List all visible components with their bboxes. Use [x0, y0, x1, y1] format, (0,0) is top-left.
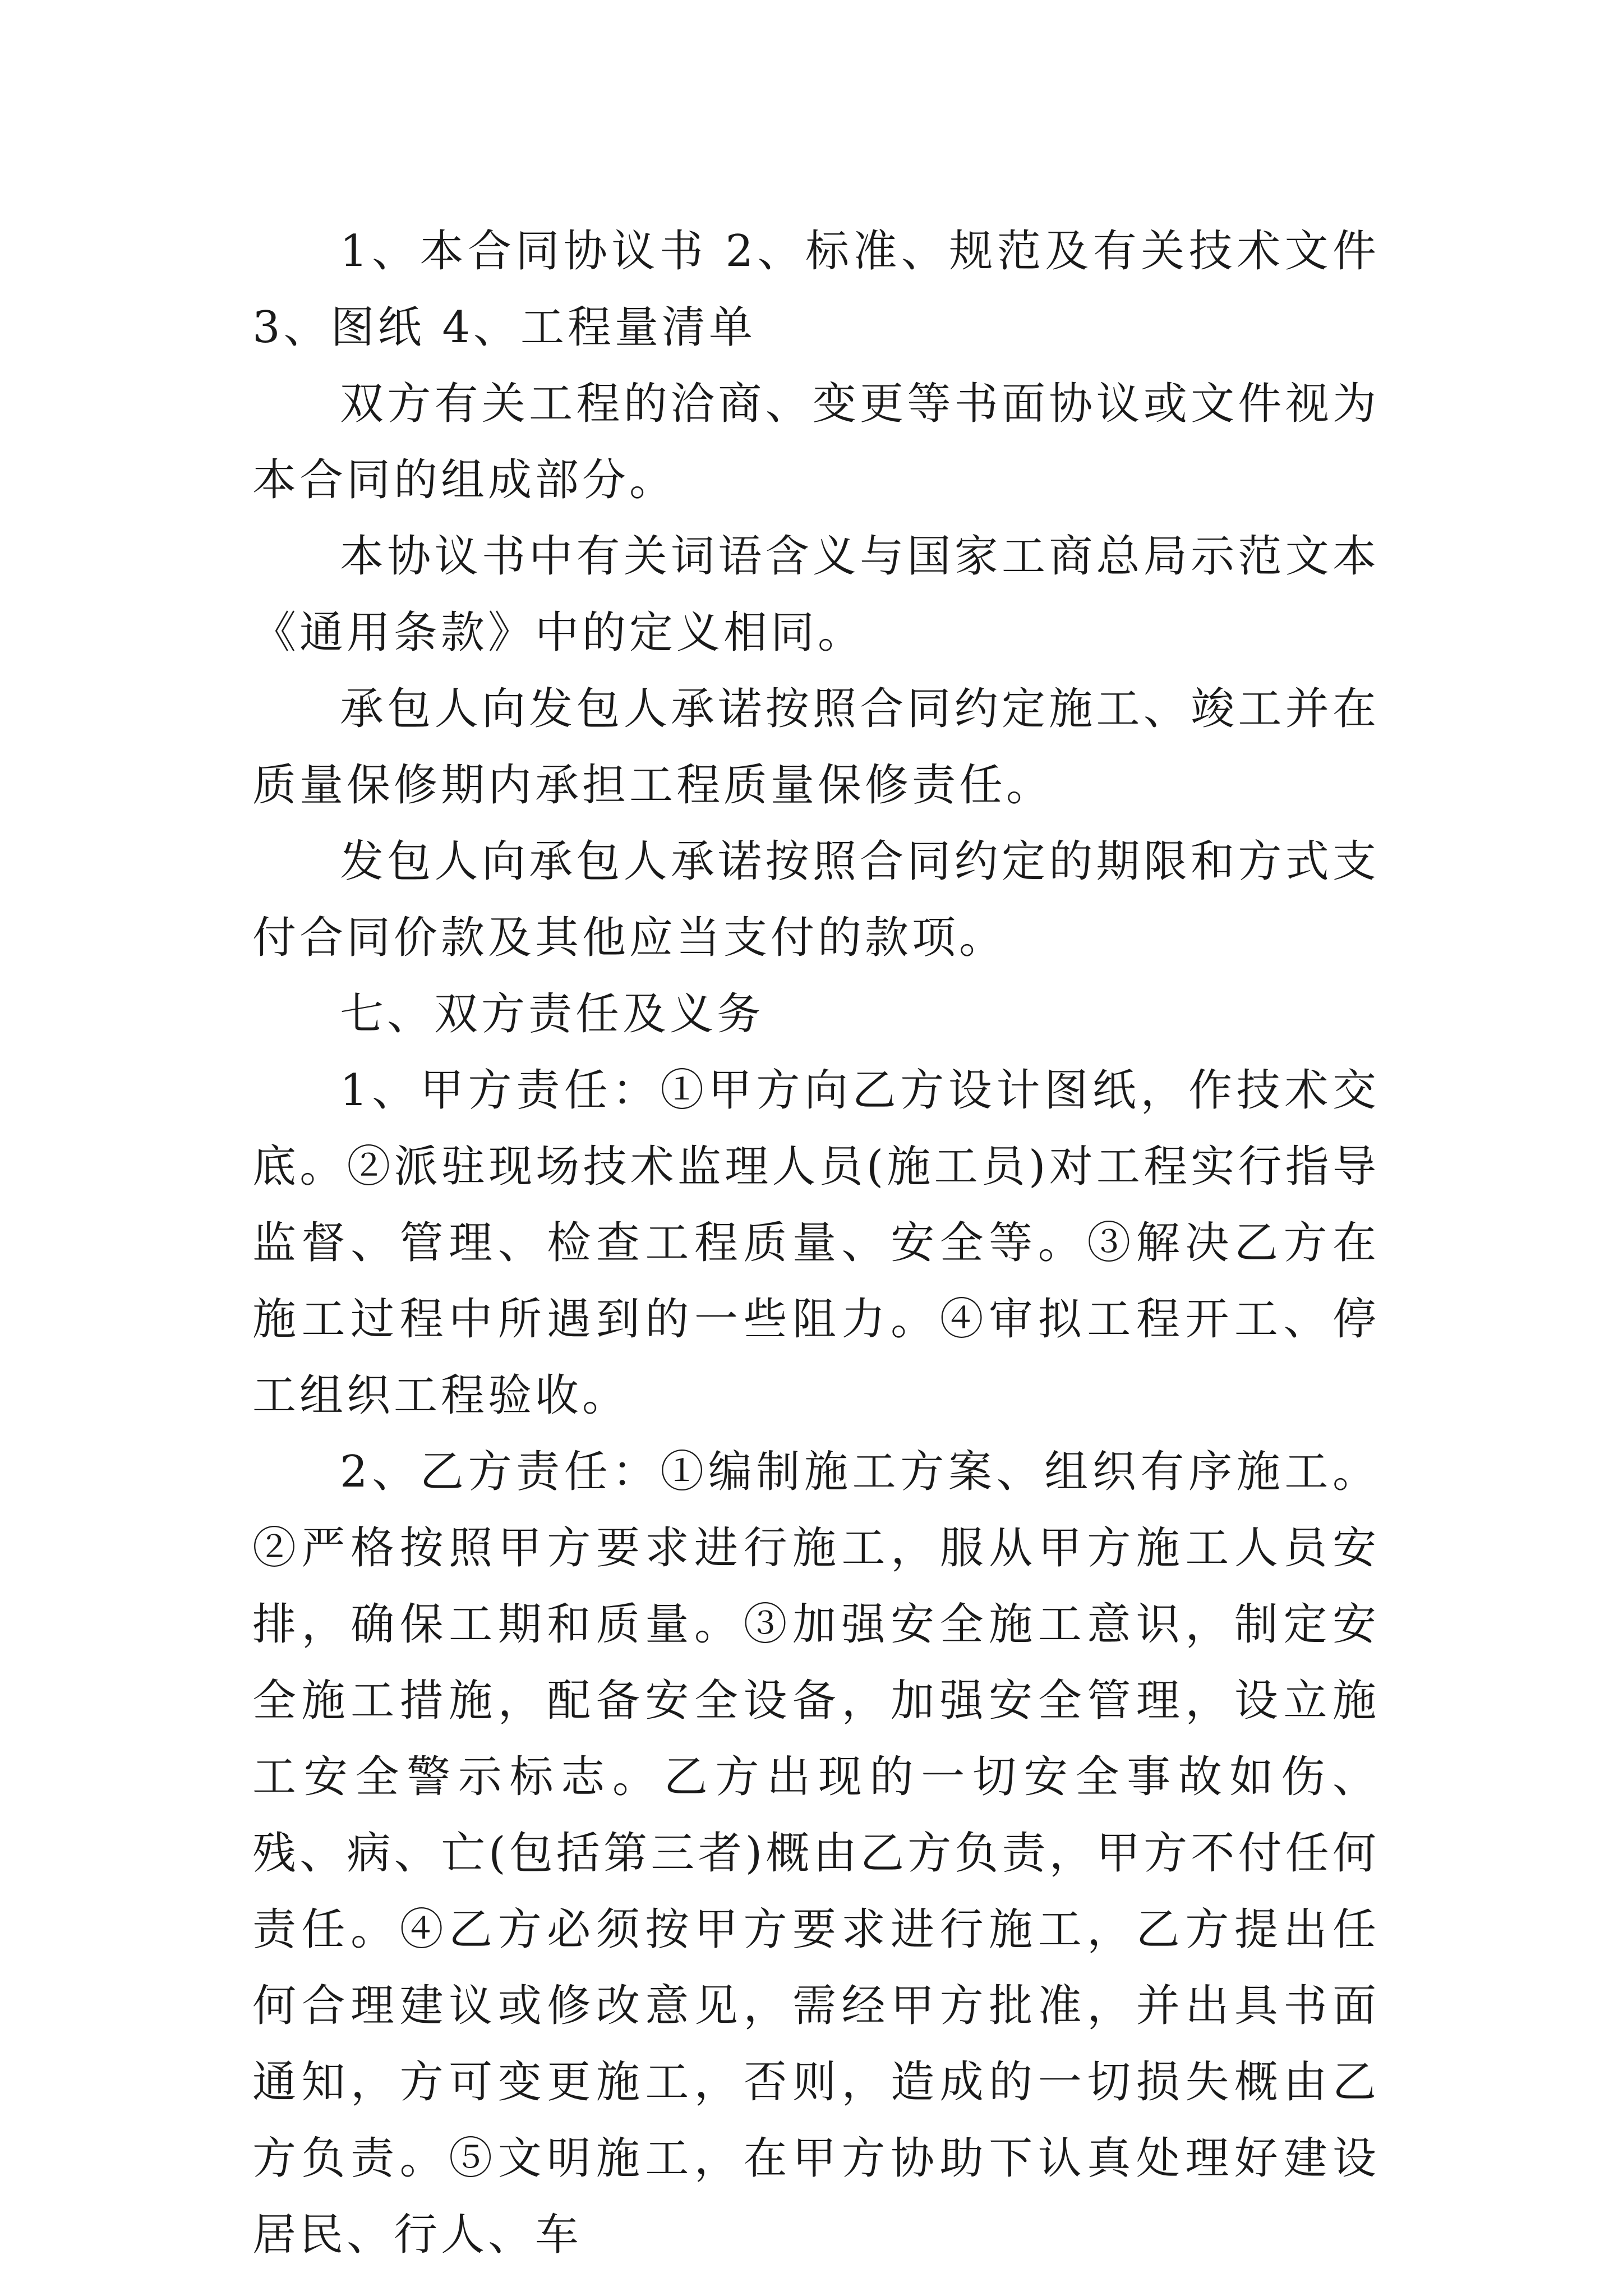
paragraph-party-b-responsibilities: 2、乙方责任：①编制施工方案、组织有序施工。②严格按照甲方要求进行施工，服从甲方施工人员安排，确保工期和质量。③加强安全施工意识，制定安全施工措施，配备安全设备，加强安全管理，设立施工安全警示标志。乙方出现的一切安全事故如伤、残、病、亡(包括第三者)概由乙方负责，甲方不付任何责任。④乙方必须按甲方要求进行施工，乙方提出任何合理建议或修改意见，需经甲方批准，并出具书面通知，方可变更施工，否则，造成的一切损失概由乙方负责。⑤文明施工，在甲方协助下认真处理好建设居民、行人、车	[252, 1447, 1380, 2260]
paragraph-party-a-responsibilities: 1、甲方责任：①甲方向乙方设计图纸，作技术交底。②派驻现场技术监理人员(施工员)对工程实行指导监督、管理、检查工程质量、安全等。③解决乙方在施工过程中所遇到的一些阻力。④审拟工程开工、停工组织工程验收。	[252, 1065, 1380, 1421]
paragraph-negotiation-documents: 双方有关工程的洽商、变更等书面协议或文件视为本合同的组成部分。	[252, 379, 1380, 505]
paragraph-contractor-commitment: 承包人向发包人承诺按照合同约定施工、竣工并在质量保修期内承担工程质量保修责任。	[252, 684, 1380, 811]
paragraph-employer-commitment: 发包人向承包人承诺按照合同约定的期限和方式支付合同价款及其他应当支付的款项。	[252, 836, 1380, 963]
section-heading-responsibilities: 七、双方责任及义务	[340, 989, 764, 1039]
paragraph-contract-documents: 1、本合同协议书 2、标准、规范及有关技术文件 3、图纸 4、工程量清单	[252, 226, 1380, 353]
paragraph-definitions: 本协议书中有关词语含义与国家工商总局示范文本《通用条款》中的定义相同。	[252, 531, 1380, 658]
body-text	[252, 213, 1380, 2273]
